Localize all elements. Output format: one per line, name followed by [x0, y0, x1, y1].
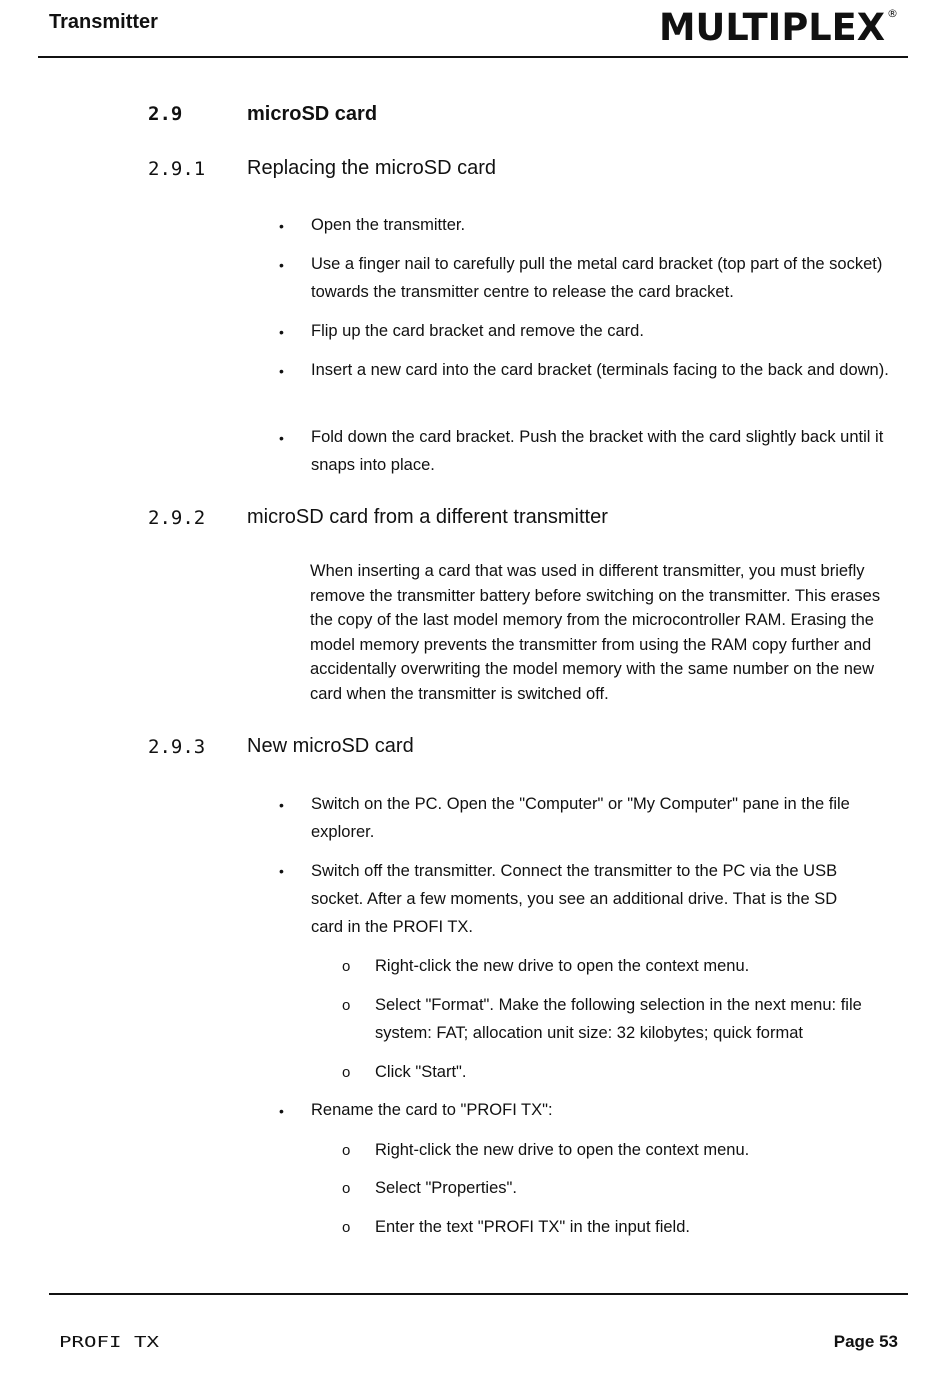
subsection-title: microSD card from a different transmitter [247, 506, 608, 528]
list-item: Switch off the transmitter. Connect the transmitter to the PC via the USB socket. After a few moments, you see an additional drive. That is the SD card in the PROFI TX. [311, 862, 838, 936]
sub-list-item: Select "Properties". [375, 1179, 517, 1197]
profi-tx-brand [59, 1333, 169, 1351]
sub-bullet-icon: o [342, 958, 351, 975]
sub-list-item: Click "Start". [375, 1063, 467, 1081]
subsection-number: 2.9.2 [148, 507, 206, 529]
bullet-icon: • [279, 363, 284, 379]
section-number: 2.9 [148, 103, 183, 125]
page-number: Page 53 [833, 1332, 898, 1351]
sub-bullet-icon: o [342, 1064, 351, 1081]
list-item: Use a finger nail to carefully pull the metal card bracket (top part of the socket) towards the transmitter centre to release the card bracket. [311, 255, 883, 301]
list-item: Flip up the card bracket and remove the card. [311, 322, 644, 340]
bullet-icon: • [279, 797, 284, 813]
subsection-title: New microSD card [247, 735, 414, 757]
footer-brand-text: PROFI TX [59, 1333, 159, 1351]
subsection-number: 2.9.3 [148, 736, 206, 758]
header-title: Transmitter [49, 11, 158, 33]
bullet-icon: • [279, 324, 284, 340]
subsection-title: Replacing the microSD card [247, 157, 496, 179]
sub-bullet-icon: o [342, 1180, 351, 1197]
sub-list-item: Right-click the new drive to open the context menu. [375, 957, 750, 975]
section-title: microSD card [247, 103, 378, 125]
sub-list-item: Right-click the new drive to open the context menu. [375, 1141, 750, 1159]
sub-list-item: Select "Format". Make the following selection in the next menu: file system: FAT; allocation unit size: 32 kilobytes; quick format [375, 996, 862, 1042]
bullet-icon: • [279, 218, 284, 234]
registered-mark: ® [887, 7, 898, 20]
logo-text: MULTIPLEX [659, 6, 885, 46]
sub-bullet-icon: o [342, 997, 351, 1014]
footer-rule [49, 1293, 908, 1295]
bullet-icon: • [279, 257, 284, 273]
list-item: Open the transmitter. [311, 216, 466, 234]
sub-list-item: Enter the text "PROFI TX" in the input field. [375, 1218, 690, 1236]
subsection-number: 2.9.1 [148, 158, 206, 180]
list-item: Insert a new card into the card bracket (terminals facing to the back and down). [311, 361, 889, 379]
header-rule [38, 56, 908, 58]
bullet-icon: • [279, 863, 284, 879]
paragraph: When inserting a card that was used in different transmitter, you must briefly remove the transmitter battery before switching on the transmitter. This erases the copy of the last model memory from the microcontroller RAM. Erasing the model memory prevents the transmitter from using the RAM copy further and accidentally overwriting the model memory with the same number on the new card when the transmitter is switched off. [310, 562, 881, 703]
bullet-icon: • [279, 430, 284, 446]
list-item: Fold down the card bracket. Push the bracket with the card slightly back until it snaps into place. [311, 428, 884, 474]
multiplex-logo [656, 4, 901, 46]
sub-bullet-icon: o [342, 1219, 351, 1236]
sub-bullet-icon: o [342, 1142, 351, 1159]
list-item: Switch on the PC. Open the "Computer" or "My Computer" pane in the file explorer. [311, 795, 850, 841]
list-item: Rename the card to "PROFI TX": [311, 1101, 553, 1119]
bullet-icon: • [279, 1103, 284, 1119]
